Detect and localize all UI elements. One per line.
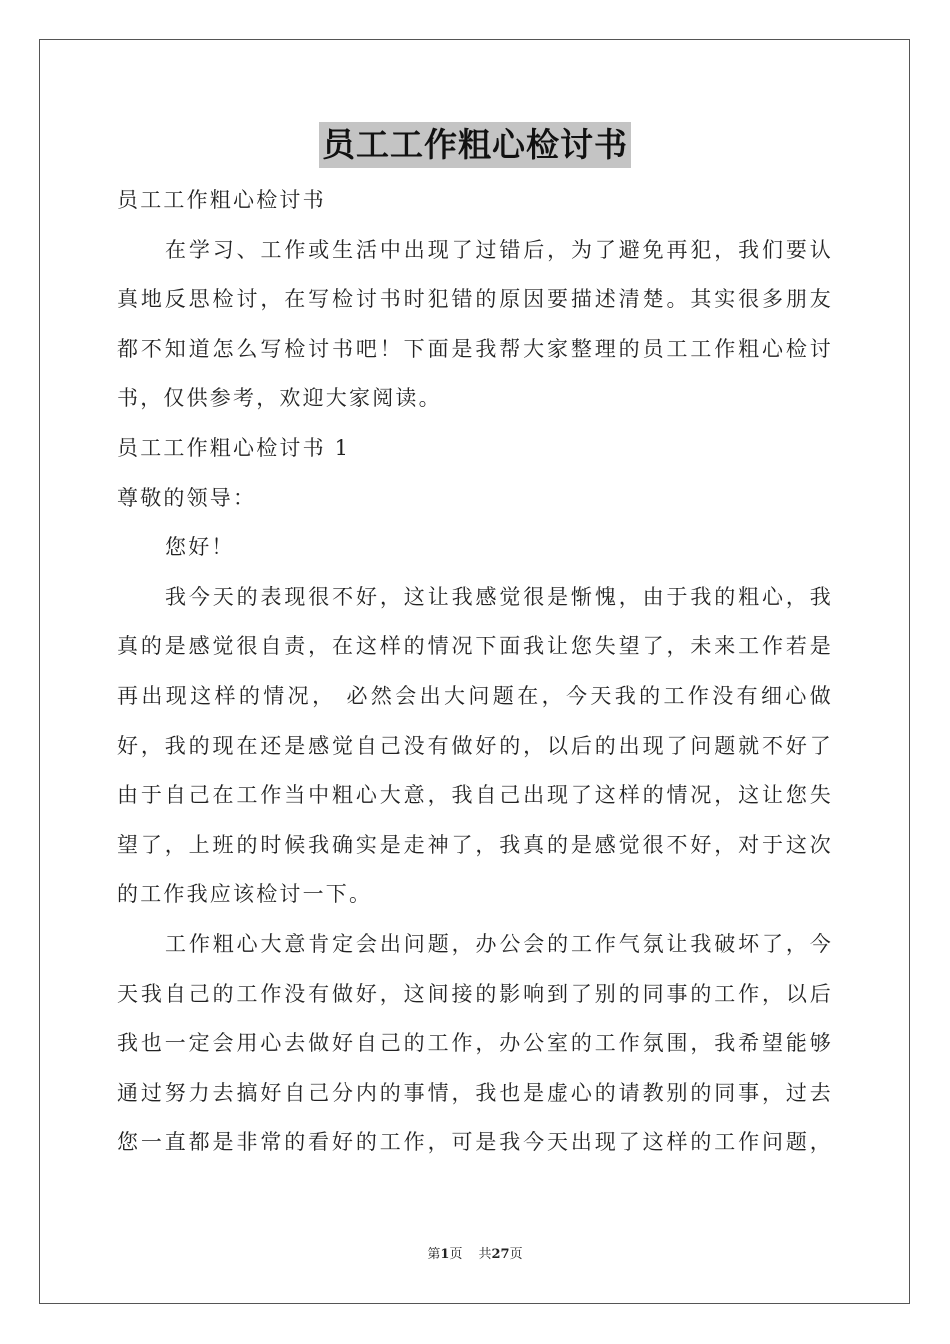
text-line: 在学习、工作或生活中出现了过错后，为了避免再犯，我们要认 — [165, 237, 833, 262]
text-line: 您好！ — [165, 535, 235, 560]
text-line: 由于自己在工作当中粗心大意，我自己出现了这样的情况，这让您失 — [117, 783, 833, 808]
text-line: 好，我的现在还是感觉自己没有做好的，以后的出现了问题就不好了 — [117, 733, 833, 758]
text-line: 员工工作粗心检讨书 — [117, 188, 326, 212]
document-title-area — [0, 122, 950, 168]
text-line: 书，仅供参考，欢迎大家阅读。 — [117, 386, 442, 411]
text-line: 的工作我应该检讨一下。 — [117, 882, 373, 907]
text-line: 员工工作粗心检讨书 1 — [117, 435, 351, 460]
total-prefix: 共 — [478, 1247, 492, 1262]
text-line: 真的是感觉很自责，在这样的情况下面我让您失望了，未来工作若是 — [117, 634, 833, 659]
text-line: 我也一定会用心去做好自己的工作，办公室的工作氛围，我希望能够 — [117, 1031, 833, 1056]
text-line: 您一直都是非常的看好的工作，可是我今天出现了这样的工作问题， — [117, 1130, 833, 1155]
text-line: 我今天的表现很不好，这让我感觉很是惭愧，由于我的粗心，我 — [165, 584, 833, 609]
text-line: 天我自己的工作没有做好，这间接的影响到了别的同事的工作，以后 — [117, 981, 833, 1006]
page-suffix: 页 — [449, 1247, 463, 1262]
total-pages: 27 — [491, 1247, 510, 1262]
text-line: 望了，上班的时候我确实是走神了，我真的是感觉很不好，对于这次 — [117, 832, 833, 857]
text-line: 工作粗心大意肯定会出问题，办公会的工作气氛让我破坏了，今 — [165, 931, 833, 956]
text-line: 都不知道怎么写检讨书吧！下面是我帮大家整理的员工工作粗心检讨 — [117, 336, 833, 361]
page-footer — [0, 1246, 950, 1264]
page-prefix: 第 — [427, 1247, 441, 1262]
text-line: 再出现这样的情况， 必然会出大问题在，今天我的工作没有细心做 — [117, 683, 833, 708]
total-suffix: 页 — [509, 1247, 523, 1262]
document-title: 员工工作粗心检讨书 — [319, 122, 631, 168]
text-line: 真地反思检讨，在写检讨书时犯错的原因要描述清楚。其实很多朋友 — [117, 287, 833, 312]
text-line: 通过努力去搞好自己分内的事情，我也是虚心的请教别的同事，过去 — [117, 1080, 833, 1105]
document-body — [117, 176, 833, 1168]
page-number: 1 — [440, 1247, 450, 1262]
text-line: 尊敬的领导： — [117, 485, 257, 510]
